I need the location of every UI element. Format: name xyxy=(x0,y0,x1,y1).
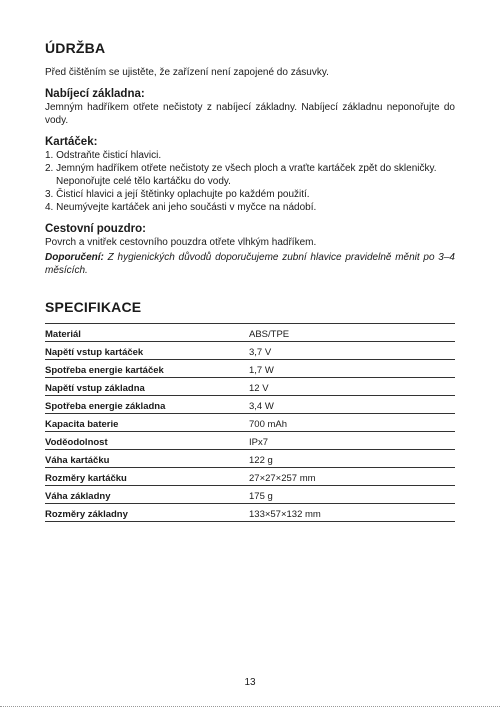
spec-value: 3,4 W xyxy=(249,396,455,414)
spec-key: Váha základny xyxy=(45,486,249,504)
table-row xyxy=(45,468,455,486)
page-content xyxy=(45,40,455,522)
specs-table xyxy=(45,323,455,522)
spec-value: IPx7 xyxy=(249,432,455,450)
table-row xyxy=(45,432,455,450)
spec-key: Rozměry základny xyxy=(45,504,249,522)
spec-key: Materiál xyxy=(45,324,249,342)
toothbrush-step: 1. Odstraňte čisticí hlavici. xyxy=(45,150,162,161)
table-row xyxy=(45,378,455,396)
table-row xyxy=(45,414,455,432)
spec-key: Spotřeba energie základna xyxy=(45,396,249,414)
spec-value: 3,7 V xyxy=(249,342,455,360)
recommendation-note xyxy=(45,251,455,277)
spec-key: Voděodolnost xyxy=(45,432,249,450)
spec-key: Napětí vstup kartáček xyxy=(45,342,249,360)
table-row xyxy=(45,342,455,360)
spec-key: Spotřeba energie kartáček xyxy=(45,360,249,378)
spec-value: ABS/TPE xyxy=(249,324,455,342)
page-number: 13 xyxy=(244,677,256,688)
spec-value: 122 g xyxy=(249,450,455,468)
travel-case-heading: Cestovní pouzdro: xyxy=(45,223,146,235)
table-row xyxy=(45,324,455,342)
travel-case-text: Povrch a vnitřek cestovního pouzdra otřete vlhkým hadříkem. xyxy=(45,237,317,248)
maintenance-intro: Před čištěním se ujistěte, že zařízení není zapojené do zásuvky. xyxy=(45,67,329,78)
toothbrush-step: 2. Jemným hadříkem otřete nečistoty ze všech ploch a vraťte kartáček zpět do skleničky. Neponořujte celé tělo kartáčku do vody. xyxy=(45,163,437,187)
charging-base-section xyxy=(45,88,455,127)
toothbrush-heading: Kartáček: xyxy=(45,136,98,148)
recommendation-label: Doporučení: xyxy=(45,252,104,263)
maintenance-intro-section xyxy=(45,66,455,79)
spec-key: Kapacita baterie xyxy=(45,414,249,432)
spec-value: 12 V xyxy=(249,378,455,396)
toothbrush-step: 4. Neumývejte kartáček ani jeho součásti v myčce na nádobí. xyxy=(45,202,317,213)
table-row xyxy=(45,360,455,378)
charging-base-text: Jemným hadříkem otřete nečistoty z nabíjecí základny. Nabíjecí základnu neponořujte do vody. xyxy=(45,102,455,126)
table-row xyxy=(45,486,455,504)
maintenance-title: ÚDRŽBA xyxy=(45,40,106,56)
toothbrush-steps xyxy=(45,149,455,214)
table-row xyxy=(45,396,455,414)
spec-key: Váha kartáčku xyxy=(45,450,249,468)
travel-case-section xyxy=(45,223,455,277)
toothbrush-section xyxy=(45,136,455,214)
bottom-divider xyxy=(0,706,500,707)
spec-key: Napětí vstup základna xyxy=(45,378,249,396)
charging-base-heading: Nabíjecí základna: xyxy=(45,88,145,100)
table-row xyxy=(45,504,455,522)
spec-value: 700 mAh xyxy=(249,414,455,432)
spec-value: 175 g xyxy=(249,486,455,504)
spec-value: 133×57×132 mm xyxy=(249,504,455,522)
spec-key: Rozměry kartáčku xyxy=(45,468,249,486)
spec-value: 27×27×257 mm xyxy=(249,468,455,486)
recommendation-text: Z hygienických důvodů doporučujeme zubní hlavice pravidelně měnit po 3–4 měsících. xyxy=(45,252,455,276)
spec-value: 1,7 W xyxy=(249,360,455,378)
table-row xyxy=(45,450,455,468)
toothbrush-step: 3. Čisticí hlavici a její štětinky oplachujte po každém použití. xyxy=(45,189,310,200)
specs-title: SPECIFIKACE xyxy=(45,299,142,315)
